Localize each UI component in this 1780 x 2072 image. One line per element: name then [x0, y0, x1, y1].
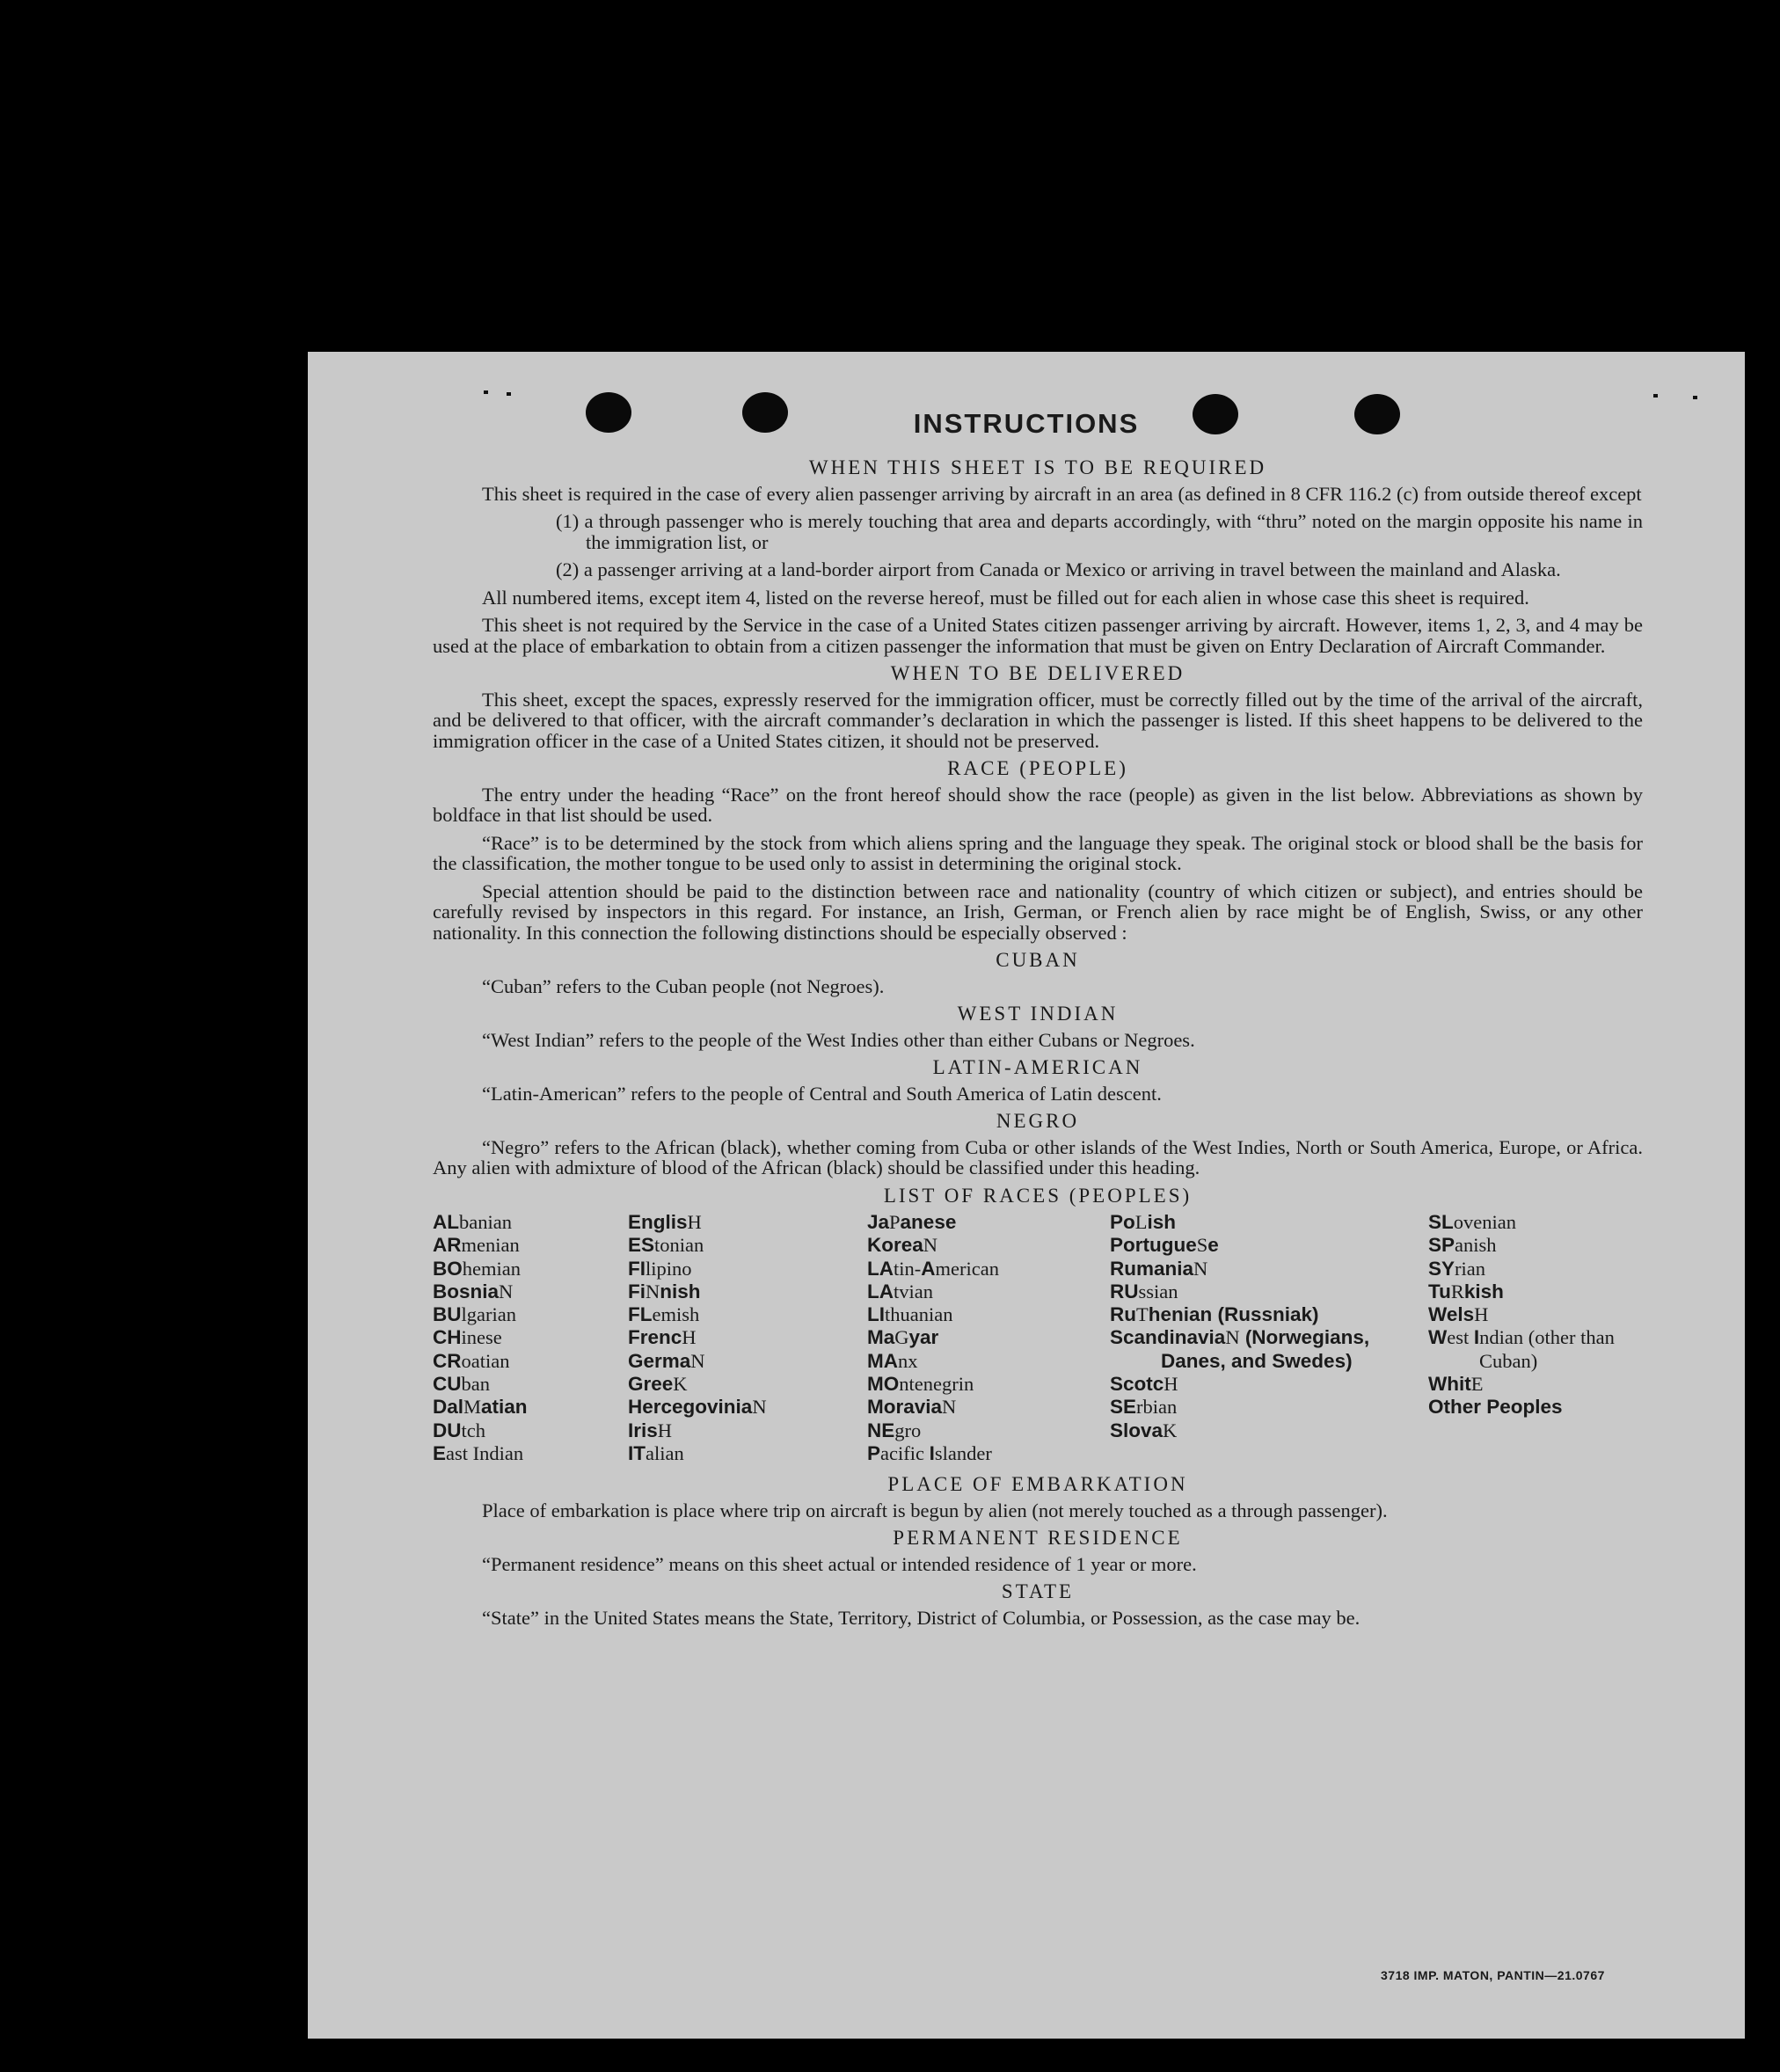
page-title: INSTRUCTIONS — [913, 408, 1140, 439]
paragraph: “Race” is to be determined by the stock from which aliens spring and the language they speak. The original stock or blood shall be the basis for the classification, the mother tongue to be used only to assist in determining the original stock. — [433, 831, 1643, 874]
race-entry: NEgro — [867, 1419, 922, 1441]
races-column — [1428, 1211, 1643, 1465]
race-entry: BOhemian — [433, 1257, 521, 1280]
races-column — [1110, 1211, 1428, 1465]
race-entry: MOntenegrin — [867, 1373, 974, 1396]
section-heading: CUBAN — [996, 949, 1080, 971]
printer-imprint: 3718 IMP. MATON, PANTIN—21.0767 — [1381, 1968, 1605, 1982]
race-entry: SYrian — [1428, 1257, 1485, 1280]
race-entry: EnglisH — [628, 1211, 702, 1233]
paragraph: “Negro” refers to the African (black), whether coming from Cuba or other islands of the West Indies, North or South America, Europe, or Africa. Any alien with admixture of blood of the African (black) should be classified under this heading. — [433, 1135, 1643, 1178]
section-heading: WEST INDIAN — [957, 1003, 1119, 1025]
race-entry: CUban — [433, 1373, 490, 1396]
race-entry: FrencH — [628, 1326, 697, 1349]
race-entry: WelsH — [1428, 1303, 1489, 1326]
race-entry: WhitE — [1428, 1373, 1484, 1396]
section-heading: LIST OF RACES (PEOPLES) — [883, 1184, 1193, 1207]
list-item: (1) a through passenger who is merely touching that area and departs accordingly, with “thru” noted on the margin opposite his name in the immigration list, or — [556, 510, 1643, 553]
race-entry: DUtch — [433, 1419, 485, 1441]
list-item: (2) a passenger arriving at a land-border airport from Canada or Mexico or arriving in travel between the mainland and Alaska. — [556, 558, 1561, 580]
definition-text: “Permanent residence” means on this sheet actual or intended residence of 1 year or more. — [482, 1552, 1197, 1575]
race-entry: CHinese — [433, 1326, 502, 1349]
race-entry: IrisH — [628, 1419, 673, 1441]
race-entry: BUlgarian — [433, 1303, 516, 1326]
section-heading: NEGRO — [996, 1110, 1080, 1132]
paragraph: All numbered items, except item 4, listed on the reverse hereof, must be filled out for each alien in whose case this sheet is required. — [482, 586, 1529, 609]
race-entry: DalMatian — [433, 1396, 528, 1419]
races-column — [867, 1211, 1110, 1465]
race-entry: ITalian — [628, 1441, 684, 1464]
race-entry: SPanish — [1428, 1234, 1497, 1257]
document-body — [433, 450, 1643, 1634]
race-entry: FiNnish — [628, 1280, 701, 1302]
race-entry: EStonian — [628, 1234, 704, 1257]
definition-text: “Latin-American” refers to the people of Central and South America of Latin descent. — [482, 1082, 1162, 1105]
race-entry: East Indian — [433, 1441, 524, 1464]
print-speck — [507, 392, 511, 396]
race-entry: GreeK — [628, 1373, 688, 1396]
paragraph: This sheet, except the spaces, expressly reserved for the immigration officer, must be correctly filled out by the time of the arrival of the aircraft, and be delivered to that officer, with the aircraft commander’s declaration in which the passenger is listed. If this sheet happens to be delivered to the immigration officer in the case of a United States citizen, it should not be preserved. — [433, 688, 1643, 752]
instruction-sheet — [308, 352, 1745, 2039]
race-entry: ARmenian — [433, 1234, 520, 1257]
section-heading: WHEN THIS SHEET IS TO BE REQUIRED — [808, 456, 1267, 478]
race-entry: LAtin-American — [867, 1257, 999, 1280]
race-entry: HercegoviniaN — [628, 1396, 767, 1419]
races-column — [628, 1211, 867, 1465]
race-entry: TuRkish — [1428, 1280, 1504, 1302]
race-entry: Pacific Islander — [867, 1441, 992, 1464]
race-entry: RumaniaN — [1110, 1257, 1208, 1280]
section-heading: WHEN TO BE DELIVERED — [890, 662, 1185, 684]
print-speck — [484, 390, 488, 394]
race-entry: SLovenian — [1428, 1211, 1516, 1233]
race-entry: Other Peoples — [1428, 1396, 1563, 1419]
races-list — [433, 1211, 1643, 1465]
race-entry: MoraviaN — [867, 1396, 957, 1419]
definition-text: “West Indian” refers to the people of the West Indies other than either Cubans or Negroes. — [482, 1028, 1195, 1051]
section-heading: LATIN-AMERICAN — [932, 1056, 1143, 1078]
paragraph: This sheet is required in the case of every alien passenger arriving by aircraft in an area (as defined in 8 CFR 116.2 (c) from outside thereof except — [482, 482, 1642, 505]
race-entry: FLemish — [628, 1303, 700, 1326]
race-entry: CRoatian — [433, 1349, 510, 1372]
paragraph: The entry under the heading “Race” on the front hereof should show the race (people) as given in the list below. Abbreviations as shown by boldface in that list should be used. — [433, 783, 1643, 826]
race-entry: LIthuanian — [867, 1303, 953, 1326]
race-entry: MaGyar — [867, 1326, 939, 1349]
race-entry: SErbian — [1110, 1396, 1178, 1419]
definition-text: “State” in the United States means the State, Territory, District of Columbia, or Possession, as the case may be. — [482, 1606, 1361, 1629]
race-entry: RuThenian (Russniak) — [1110, 1303, 1319, 1326]
section-heading: PERMANENT RESIDENCE — [893, 1527, 1183, 1550]
paragraph: Place of embarkation is place where trip on aircraft is begun by alien (not merely touched as a through passenger). — [482, 1499, 1388, 1521]
race-entry: LAtvian — [867, 1280, 933, 1302]
race-entry: FIlipino — [628, 1257, 692, 1280]
section-heading: RACE (PEOPLE) — [947, 757, 1128, 779]
race-entry: BosniaN — [433, 1280, 514, 1302]
definition-text: “Cuban” refers to the Cuban people (not Negroes). — [482, 974, 885, 997]
race-entry: JaPanese — [867, 1211, 957, 1233]
race-entry: West Indian (other than Cuban) — [1428, 1326, 1615, 1372]
race-entry: ALbanian — [433, 1211, 512, 1233]
races-column — [433, 1211, 628, 1465]
paragraph: This sheet is not required by the Service in the case of a United States citizen passenger arriving by aircraft. However, items 1, 2, 3, and 4 may be used at the place of embarkation to obtain from a citizen passenger the information that must be given on Entry Declaration of Aircraft Commander. — [433, 614, 1643, 657]
section-heading: STATE — [1001, 1580, 1075, 1603]
race-entry: PortugueSe — [1110, 1234, 1219, 1257]
section-heading: PLACE OF EMBARKATION — [887, 1473, 1188, 1496]
race-entry: GermaN — [628, 1349, 705, 1372]
race-entry: MAnx — [867, 1349, 918, 1372]
print-speck — [1653, 394, 1658, 398]
race-entry: PoLish — [1110, 1211, 1177, 1233]
race-entry: SlovaK — [1110, 1419, 1178, 1441]
race-entry: ScandinaviaN (Norwegians, Danes, and Swedes) — [1110, 1326, 1370, 1372]
print-speck — [1693, 396, 1697, 399]
paragraph: Special attention should be paid to the distinction between race and nationality (country of which citizen or subject), and entries should be carefully revised by inspectors in this regard. For instance, an Irish, German, or French alien by race might be of English, Swiss, or any other nationality. In this connection the following distinctions should be especially observed : — [433, 879, 1643, 944]
race-entry: RUssian — [1110, 1280, 1178, 1302]
race-entry: KoreaN — [867, 1234, 938, 1257]
race-entry: ScotcH — [1110, 1373, 1178, 1396]
